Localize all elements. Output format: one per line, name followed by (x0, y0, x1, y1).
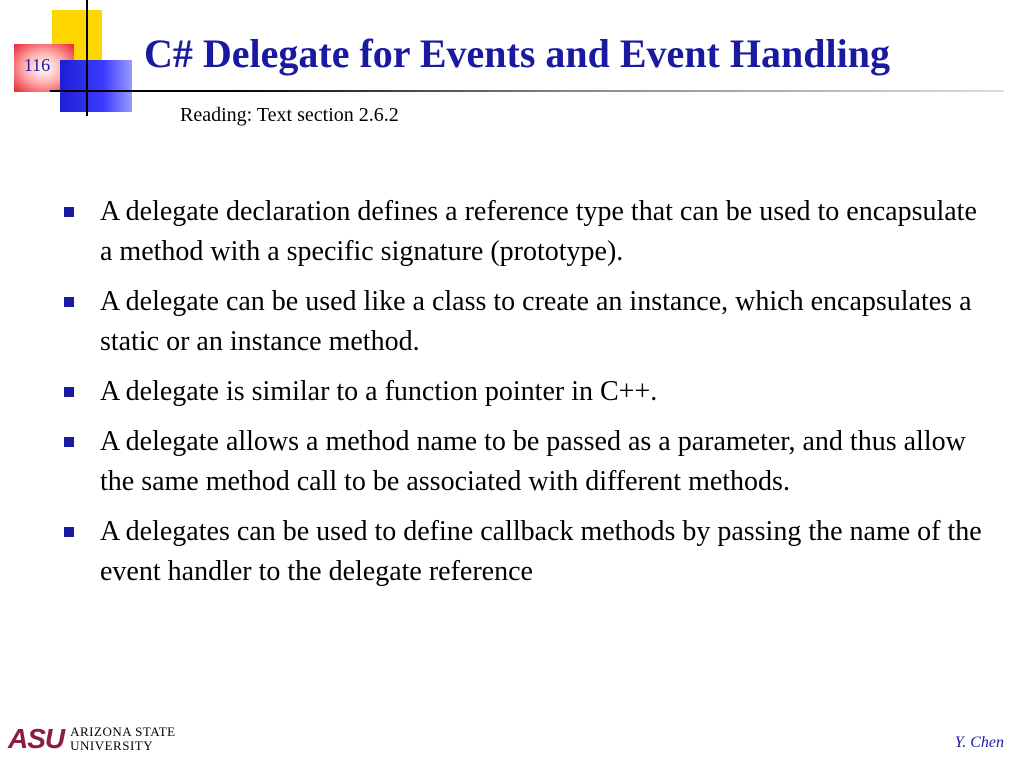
author-credit: Y. Chen (954, 734, 1004, 751)
square-bullet-icon (64, 297, 74, 307)
bullet-item (64, 192, 984, 272)
bullet-text: A delegate can be used like a class to create an instance, which encapsulates a static or an instance method. (100, 286, 972, 357)
bullet-item (64, 372, 984, 412)
slide-number: 116 (23, 55, 51, 75)
reading-note: Reading: Text section 2.6.2 (180, 104, 399, 126)
slide-title: C# Delegate for Events and Event Handling (144, 31, 890, 76)
bullet-text: A delegate allows a method name to be passed as a parameter, and thus allow the same method call to be associated with different methods. (100, 426, 966, 497)
decor-horizontal-line (50, 90, 1004, 92)
square-bullet-icon (64, 437, 74, 447)
asu-logo-line1: ARIZONA STATE (70, 724, 176, 739)
bullet-item (64, 422, 984, 502)
bullet-item (64, 282, 984, 362)
asu-logo-mark: ASU (8, 723, 65, 754)
asu-logo-line2: UNIVERSITY (70, 738, 154, 753)
decor-vertical-line (86, 0, 88, 116)
asu-logo (8, 724, 176, 754)
square-bullet-icon (64, 527, 74, 537)
asu-logo-name (70, 725, 176, 753)
bullet-text: A delegate declaration defines a reference type that can be used to encapsulate a method with a specific signature (prototype). (100, 196, 977, 267)
bullet-list (64, 192, 984, 602)
bullet-item (64, 512, 984, 592)
bullet-text: A delegate is similar to a function pointer in C++. (100, 376, 658, 407)
square-bullet-icon (64, 207, 74, 217)
bullet-text: A delegates can be used to define callback methods by passing the name of the event handler to the delegate reference (100, 516, 982, 587)
decor-blue-block (60, 60, 132, 112)
square-bullet-icon (64, 387, 74, 397)
